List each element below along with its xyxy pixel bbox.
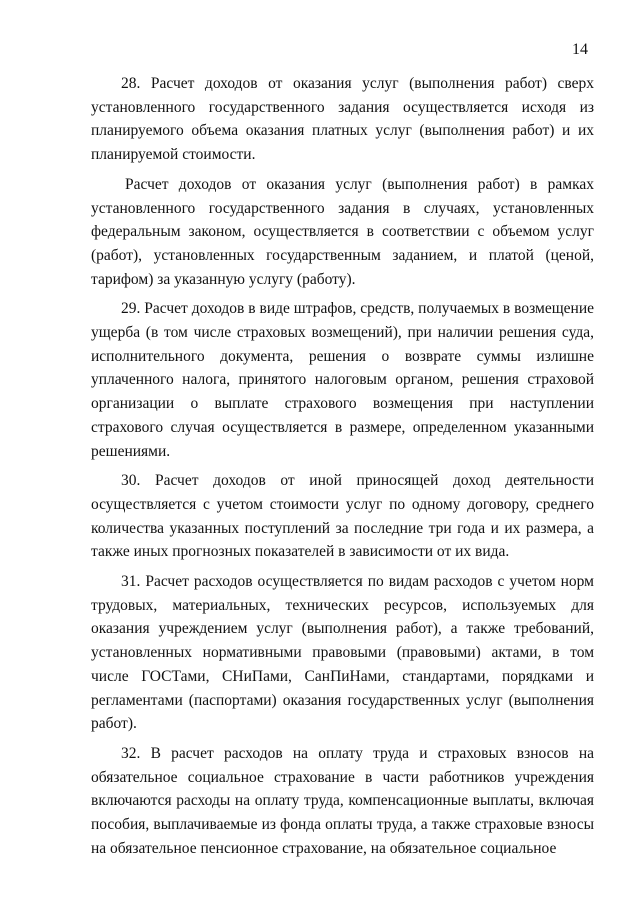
paragraph-31: 31. Расчет расходов осуществляется по видам расходов с учетом норм трудовых, материальных, технических ресурсов, используемых для оказания учреждением услуг (выполнения работ), а также требований, установленных нормативными правовыми (правовыми) актами, в том числе ГОСТами, СНиПами, СанПиНами, стандартами, порядками и регламентами (паспортами) оказания государственных услуг (выполнения работ). [91,573,594,733]
paragraph-29: 29. Расчет доходов в виде штрафов, средств, получаемых в возмещение ущерба (в том числе страховых возмещений), при наличии решения суда, исполнительного документа, решения о возврате суммы излишне уплаченного налога, принятого налоговым органом, решения страховой организации о выплате страхового возмещения при наступлении страхового случая осуществляется в размере, определенном указанными решениями. [91,300,594,460]
page-number: 14 [572,41,588,58]
paragraph-32: 32. В расчет расходов на оплату труда и страховых взносов на обязательное социальное страхование в части работников учреждения включаются расходы на оплату труда, компенсационные выплаты, включая пособия, выплачиваемые из фонда оплаты труда, а также страховые взносы на обязательное пенсионное страхование, на обязательное социальное [91,744,594,857]
paragraph-28: 28. Расчет доходов от оказания услуг (выполнения работ) сверх установленного государственного задания осуществляется исходя из планируемого объема оказания платных услуг (выполнения работ) и их планируемой стоимости. [91,75,594,164]
paragraph-28-continuation: Расчет доходов от оказания услуг (выполнения работ) в рамках установленного государственного задания в случаях, установленных федеральным законом, осуществляется в соответствии с объемом услуг (работ), установленных государственным заданием, и платой (ценой, тарифом) за указанную услугу (работу). [91,175,594,288]
paragraph-30: 30. Расчет доходов от иной приносящей доход деятельности осуществляется с учетом стоимости услуг по одному договору, среднего количества указанных поступлений за последние три года и их размера, а также иных прогнозных показателей в зависимости от их вида. [91,472,594,561]
document-body [91,72,594,861]
